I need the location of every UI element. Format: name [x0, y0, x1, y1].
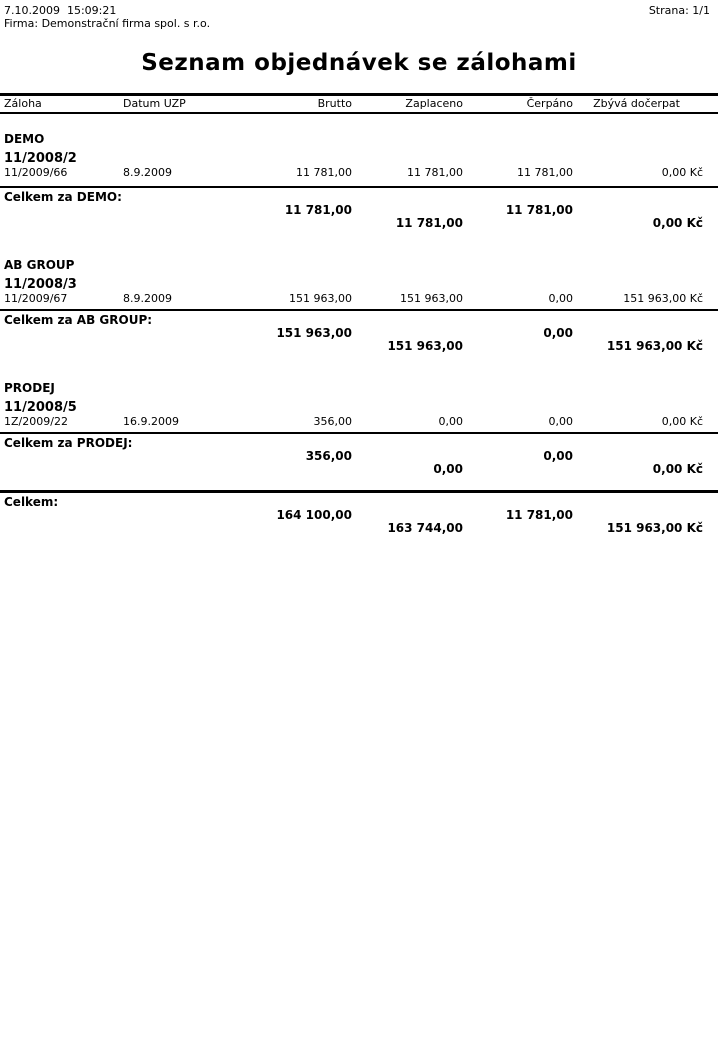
group-total-label: Celkem za AB GROUP: [4, 313, 153, 327]
cell-brutto: 11 781,00 [296, 166, 352, 179]
report-datetime: 7.10.2009 15:09:21 [4, 4, 117, 17]
cell-zbyva: 0,00 Kč [661, 166, 703, 179]
group-total-label: Celkem za PRODEJ: [4, 436, 133, 450]
grand-total-row-line1 [0, 496, 718, 522]
cell-zaplaceno: 151 963,00 [400, 292, 463, 305]
group-total-brutto: 11 781,00 [284, 203, 352, 217]
group-total-label: Celkem za DEMO: [4, 190, 122, 204]
divider [0, 186, 718, 188]
table-header-row [0, 96, 718, 112]
group-total-row-line2 [0, 217, 718, 230]
order-row [0, 292, 718, 305]
table-header-bottom-rule [0, 112, 718, 114]
group-total-zbyva: 151 963,00 Kč [606, 339, 703, 353]
grand-total-zaplaceno: 163 744,00 [387, 521, 463, 535]
cell-brutto: 356,00 [313, 415, 352, 428]
group-total-zaplaceno: 11 781,00 [395, 216, 463, 230]
cell-brutto: 151 963,00 [289, 292, 352, 305]
group-total-cerpano: 0,00 [543, 449, 573, 463]
col-header-datum-uzp: Datum UZP [123, 97, 186, 110]
page-header-left [4, 4, 210, 30]
cell-datum-uzp: 16.9.2009 [123, 415, 179, 428]
cell-datum-uzp: 8.9.2009 [123, 166, 172, 179]
cell-cerpano: 0,00 [548, 292, 573, 305]
cell-zbyva: 151 963,00 Kč [623, 292, 703, 305]
order-number: 11/2008/5 [4, 400, 77, 415]
cell-datum-uzp: 8.9.2009 [123, 292, 172, 305]
page-number: Strana: 1/1 [648, 4, 710, 17]
group-total-row-line1 [0, 437, 718, 463]
cell-zaplaceno: 0,00 [438, 415, 463, 428]
group-total-zbyva: 0,00 Kč [652, 462, 703, 476]
group-total-zaplaceno: 0,00 [433, 462, 463, 476]
group-name: AB GROUP [4, 258, 75, 272]
grand-total-label: Celkem: [4, 495, 59, 509]
group-total-brutto: 356,00 [305, 449, 352, 463]
grand-total-brutto: 164 100,00 [276, 508, 352, 522]
cell-zaloha: 1Z/2009/22 [4, 415, 68, 428]
page-header [0, 0, 718, 30]
cell-zaplaceno: 11 781,00 [407, 166, 463, 179]
grand-total-rule [0, 490, 718, 493]
group-name: PRODEJ [4, 381, 55, 395]
order-group-section [0, 381, 718, 476]
col-header-zaplaceno: Zaplaceno [405, 97, 463, 110]
order-group-section [0, 258, 718, 353]
group-total-row-line2 [0, 463, 718, 476]
cell-cerpano: 0,00 [548, 415, 573, 428]
group-name: DEMO [4, 132, 45, 146]
cell-cerpano: 11 781,00 [517, 166, 573, 179]
group-total-row-line1 [0, 314, 718, 340]
col-header-cerpano: Čerpáno [526, 97, 573, 110]
group-total-cerpano: 11 781,00 [505, 203, 573, 217]
order-group-section [0, 132, 718, 230]
cell-zbyva: 0,00 Kč [661, 415, 703, 428]
grand-total-zbyva: 151 963,00 Kč [606, 521, 703, 535]
grand-total-row-line2 [0, 522, 718, 535]
order-number: 11/2008/3 [4, 277, 77, 292]
group-total-zaplaceno: 151 963,00 [387, 339, 463, 353]
divider [0, 309, 718, 311]
group-total-cerpano: 0,00 [543, 326, 573, 340]
grand-total-cerpano: 11 781,00 [505, 508, 573, 522]
cell-zaloha: 11/2009/66 [4, 166, 68, 179]
report-title: Seznam objednávek se zálohami [141, 50, 577, 76]
group-total-brutto: 151 963,00 [276, 326, 352, 340]
cell-zaloha: 11/2009/67 [4, 292, 68, 305]
order-row [0, 415, 718, 428]
order-number: 11/2008/2 [4, 151, 77, 166]
col-header-zaloha: Záloha [4, 97, 42, 110]
col-header-zbyva-docerpat: Zbývá dočerpat [593, 97, 680, 110]
col-header-brutto: Brutto [317, 97, 352, 110]
group-total-row-line1 [0, 191, 718, 217]
order-row [0, 166, 718, 179]
divider [0, 432, 718, 434]
group-total-zbyva: 0,00 Kč [652, 216, 703, 230]
report-company: Firma: Demonstrační firma spol. s r.o. [4, 17, 211, 30]
group-total-row-line2 [0, 340, 718, 353]
